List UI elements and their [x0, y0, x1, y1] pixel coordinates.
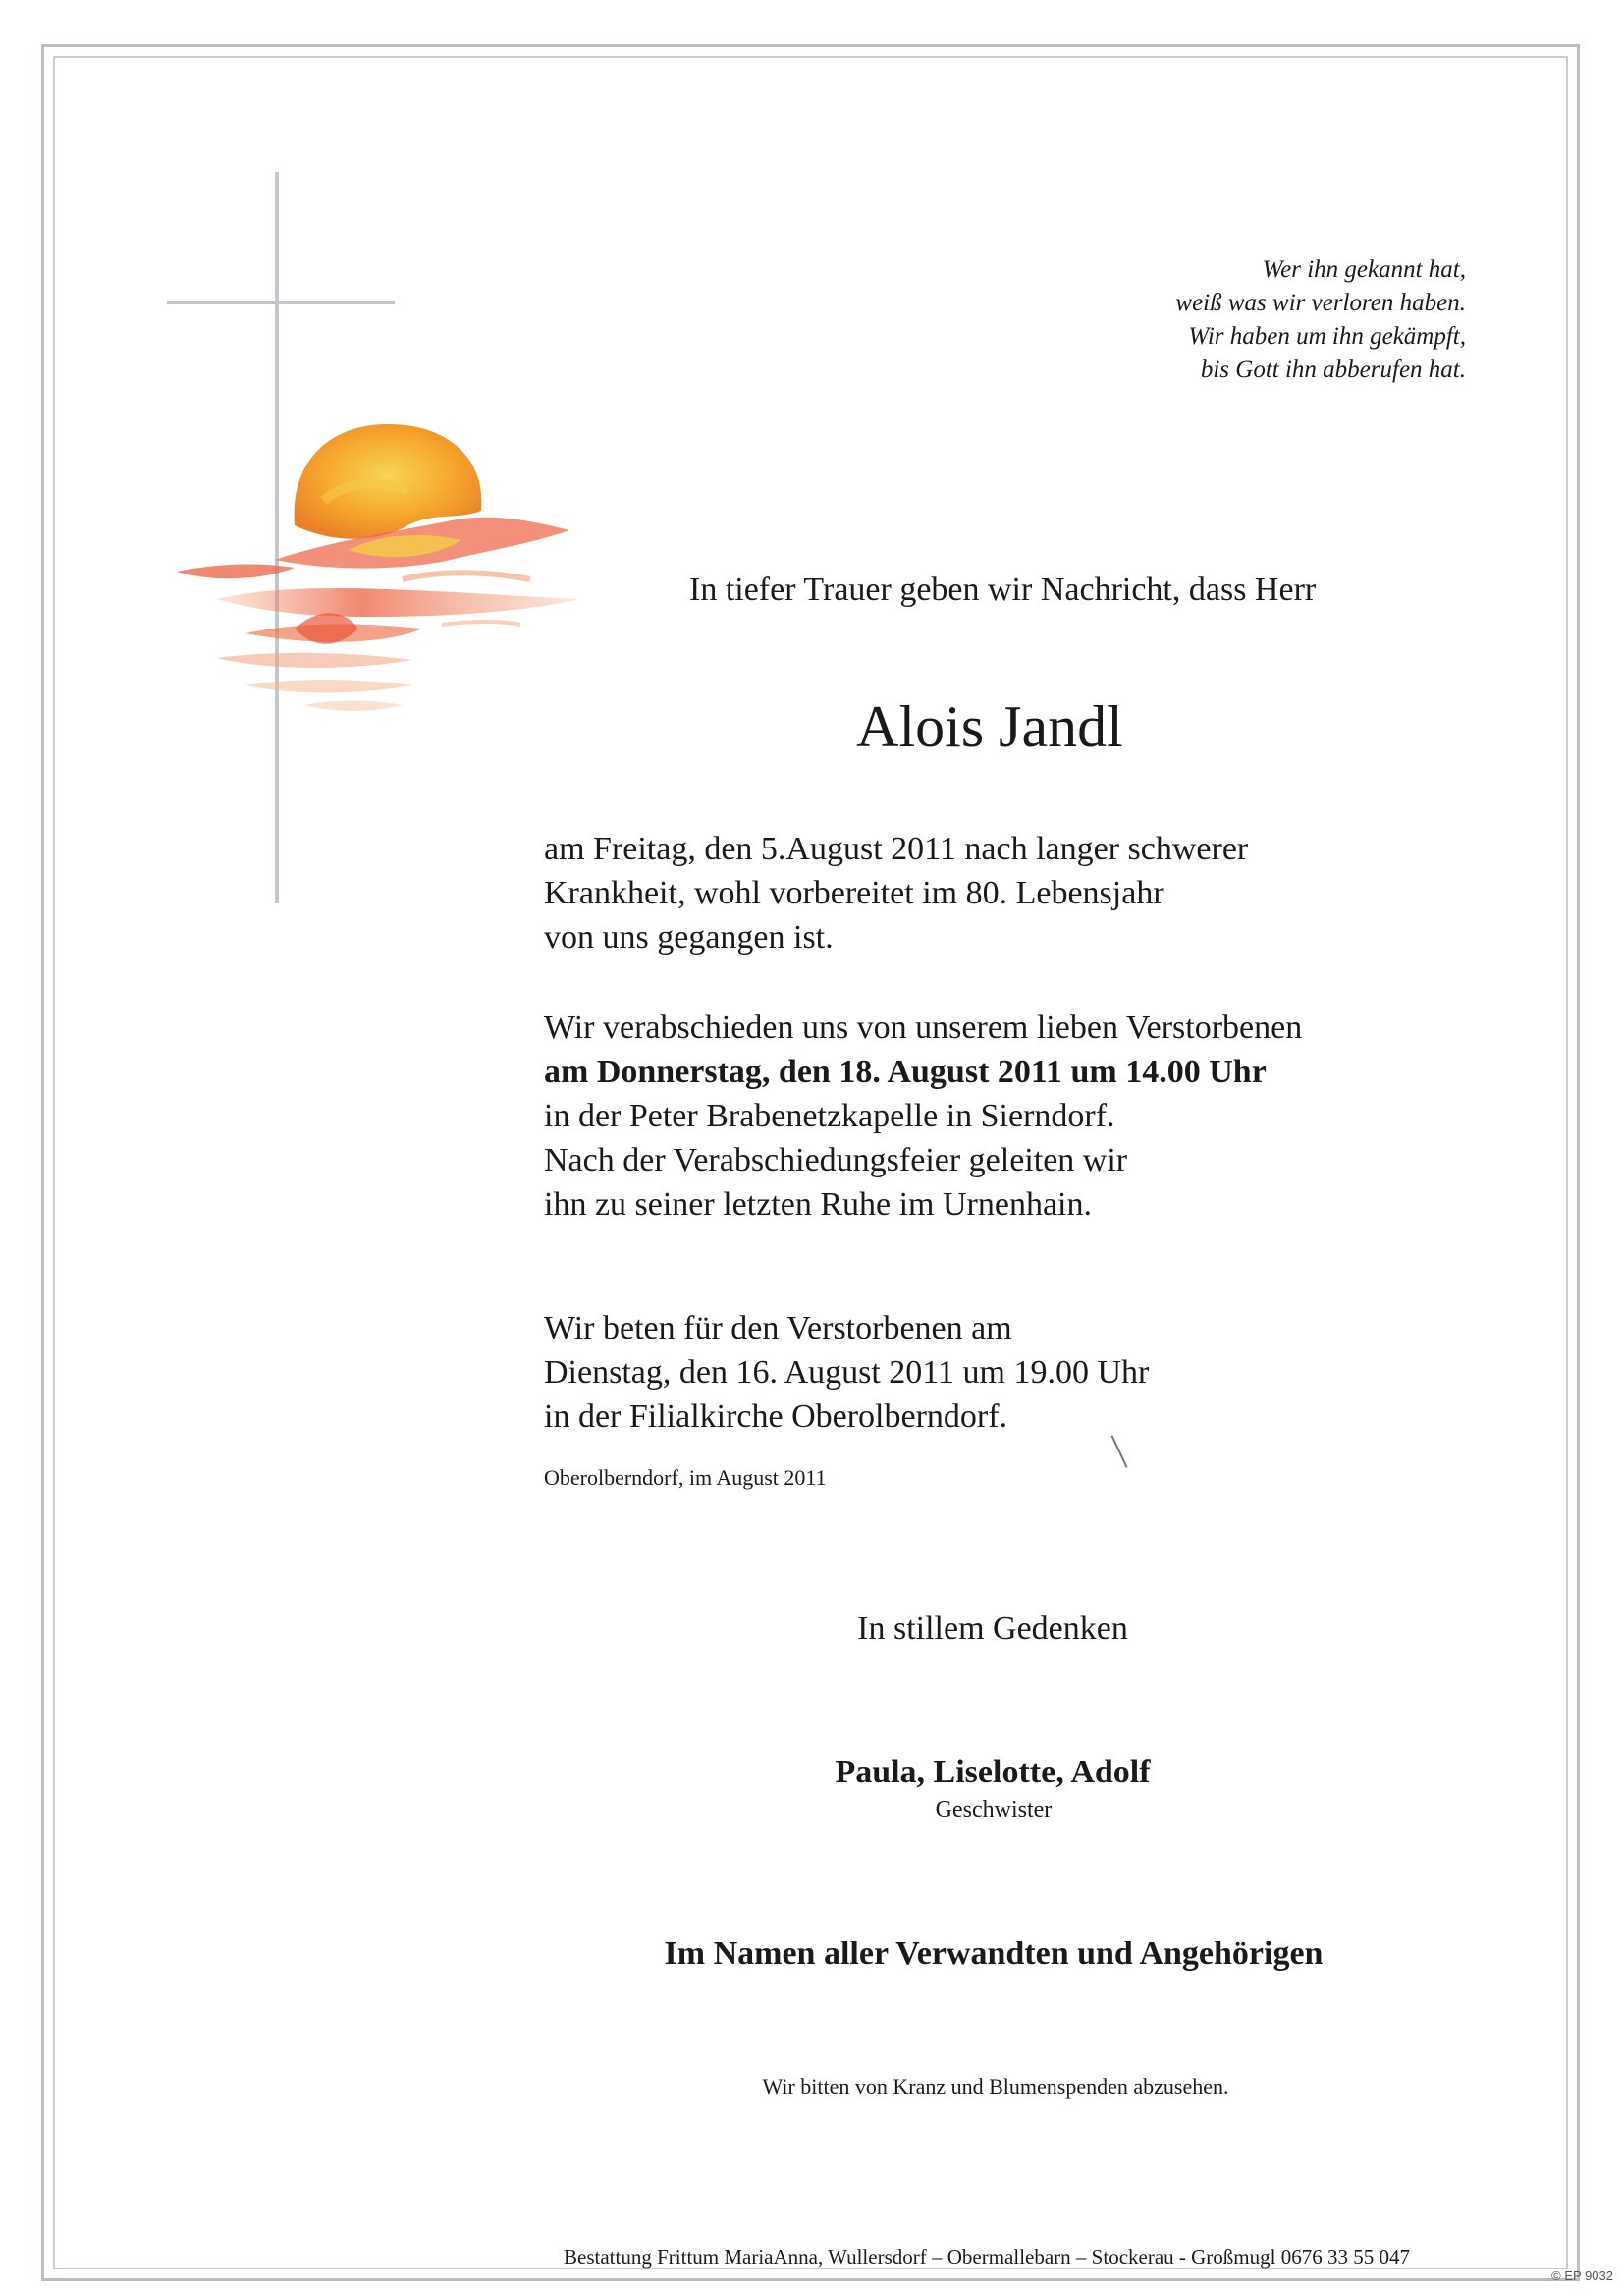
- prayer-line: Wir beten für den Verstorbenen am: [544, 1310, 1012, 1346]
- prayer-line: Dienstag, den 16. August 2011 um 19.00 Uhr: [544, 1354, 1150, 1391]
- flower-request: Wir bitten von Kranz und Blumenspenden abzusehen.: [762, 2074, 1229, 2099]
- print-code: © EP 9032: [1551, 2269, 1613, 2283]
- farewell-paragraph: [544, 1006, 1302, 1227]
- motto-line: Wer ihn gekannt hat,: [1262, 256, 1466, 283]
- passing-line: von uns gegangen ist.: [544, 919, 834, 956]
- family-line: Im Namen aller Verwandten und Angehörigen: [664, 1936, 1324, 1972]
- intro-text: In tiefer Trauer geben wir Nachricht, dass Herr: [689, 572, 1317, 608]
- farewell-line: Wir verabschieden uns von unserem lieben Verstorbenen: [544, 1010, 1303, 1046]
- deceased-name: Alois Jandl: [856, 694, 1123, 759]
- cross-sunset-artwork: [157, 167, 648, 913]
- closing-text: In stillem Gedenken: [857, 1611, 1128, 1647]
- motto-line: weiß was wir verloren haben.: [1175, 290, 1466, 316]
- place-date: Oberolberndorf, im August 2011: [544, 1465, 827, 1490]
- sunset-watercolor-icon: [177, 424, 579, 711]
- farewell-date: am Donnerstag, den 18. August 2011 um 14.00 Uhr: [544, 1054, 1267, 1090]
- passing-line: am Freitag, den 5.August 2011 nach langer schwerer: [544, 831, 1249, 867]
- motto-line: bis Gott ihn abberufen hat.: [1200, 356, 1466, 383]
- mourner-relation: Geschwister: [935, 1797, 1053, 1823]
- motto-line: Wir haben um ihn gekämpft,: [1188, 323, 1466, 350]
- passing-line: Krankheit, wohl vorbereitet im 80. Lebensjahr: [544, 875, 1164, 911]
- farewell-line: ihn zu seiner letzten Ruhe im Urnenhain.: [544, 1186, 1092, 1223]
- farewell-line: Nach der Verabschiedungsfeier geleiten wir: [544, 1142, 1128, 1178]
- motto-verse: [1175, 253, 1466, 387]
- prayer-line: in der Filialkirche Oberolberndorf.: [544, 1398, 1008, 1435]
- passing-paragraph: [544, 827, 1248, 959]
- farewell-line: in der Peter Brabenetzkapelle in Sierndorf.: [544, 1098, 1115, 1134]
- mourner-names: Paula, Liselotte, Adolf: [835, 1754, 1151, 1790]
- funeral-home-footer: Bestattung Frittum MariaAnna, Wullersdorf – Obermallebarn – Stockerau - Großmugl 0676 33 55 047: [564, 2245, 1410, 2269]
- prayer-paragraph: [544, 1306, 1149, 1439]
